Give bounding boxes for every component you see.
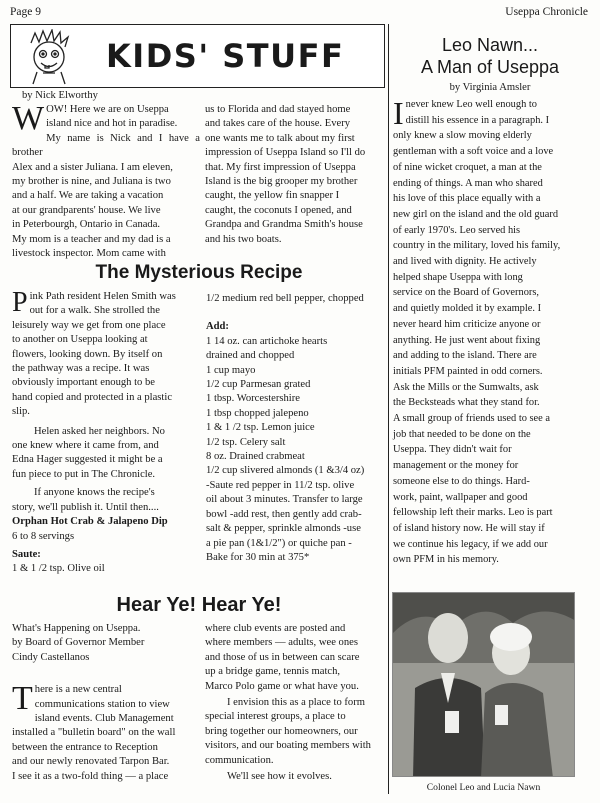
recipe-col1-line: flowers, looking down. By itself on [12, 348, 163, 360]
leo-lucia-photo [392, 592, 575, 777]
recipe-col1-line: leisurely way we get from one place [12, 319, 166, 331]
hear-ye-column-1 [12, 622, 200, 784]
recipe-instruction: bowl -add rest, then gently add crab- [206, 508, 362, 520]
leo-line: of nine wicket croquet, a man at the [393, 161, 542, 173]
recipe-para3-line: If anyone knows the recipe's [34, 487, 155, 499]
leo-line: never knew Leo well enough to [405, 99, 537, 110]
leo-line: A small group of friends used to see a [393, 413, 550, 425]
recipe-first-ingredient: 1/2 medium red bell pepper, chopped [206, 293, 364, 304]
kids-column-1 [12, 100, 200, 261]
kids-col1-line: My name is Nick and I have a brother [12, 132, 200, 159]
recipe-instruction: -Saute red pepper in 11/2 tsp. olive [206, 479, 355, 491]
kids-stuff-banner [10, 24, 385, 88]
recipe-col1-line: hand copied and protected in a plastic [12, 391, 173, 403]
hear-col1-line: between the entrance to Reception [12, 741, 158, 753]
couple-photo-illustration [393, 593, 575, 777]
recipe-saute-label: Saute: [12, 548, 41, 560]
leo-line: his love of this place equally with a [393, 193, 541, 205]
column-divider [388, 24, 389, 794]
kids-col1-line: livestock inspector. Mom came with [12, 248, 166, 260]
kids-col1-line: OW! Here we are on Useppa [46, 104, 169, 115]
leo-line: initials PFM painted in odd corners. [393, 365, 543, 377]
kids-col2-line: us to Florida and dad stayed home [205, 104, 351, 115]
hear-intro-line: Cindy Castellanos [12, 651, 90, 663]
hear-para2-line: communication. [205, 754, 274, 766]
kids-col2-line: and his two boats. [205, 233, 282, 245]
leo-article-body [393, 97, 589, 568]
kids-col1-line: Alex and a sister Juliana. I am eleven, [12, 161, 173, 173]
leo-title-line-2: A Man of Useppa [420, 57, 560, 77]
leo-line: of island history now. He will stay if [393, 522, 545, 534]
leo-title-line-1: Leo Nawn... [441, 35, 539, 55]
recipe-ingredient: 1 tbsp chopped jalepeno [206, 407, 309, 419]
recipe-para3-line: story, we'll publish it. Until then.... [12, 501, 159, 513]
leo-line: Ask the Mills or the Sumwalts, ask [393, 381, 539, 393]
kids-col2-line: that. My first impression of Useppa [205, 161, 356, 173]
hear-intro-line: What's Happening on Useppa. [12, 623, 141, 634]
kids-col1-line: My mom is a teacher and my dad is a [12, 233, 171, 245]
recipe-dish-name: Orphan Hot Crab & Jalapeno Dip [12, 516, 168, 528]
recipe-ingredient: 1 cup mayo [206, 364, 256, 376]
recipe-para2-line: fun piece to put in The Chronicle. [12, 468, 156, 480]
leo-line: someone else to do things. Hard- [393, 475, 530, 487]
recipe-dropcap: P [12, 287, 28, 318]
leo-line: the Becksteads what they stand for. [393, 397, 540, 409]
kids-column-2 [205, 103, 387, 247]
recipe-instruction: Bake for 30 min at 375* [206, 551, 310, 563]
recipe-ingredient: 1 tbsp. Worcestershire [206, 393, 300, 405]
recipe-servings: 6 to 8 servings [12, 530, 75, 542]
hear-intro-line: by Board of Governor Member [12, 637, 145, 649]
hear-col1-line: here is a new central [34, 684, 122, 696]
recipe-ingredient: 1 14 oz. can artichoke hearts [206, 335, 328, 347]
hear-para2-line: I envision this as a place to form [227, 697, 365, 709]
kids-dropcap: W [12, 100, 45, 137]
hear-col2-line: and those of us in between can scare [205, 651, 360, 663]
hear-dropcap: T [12, 680, 33, 718]
kids-col2-line: and takes care of the house. Every [205, 118, 351, 130]
kids-col2-line: impression of Useppa Island so I'll do [205, 147, 366, 159]
kids-col2-line: caught, the yellow fin snapper I [205, 190, 340, 202]
leo-line: Useppa. They didn't wait for [393, 444, 512, 456]
hear-col1-line: island events. Club Management [34, 713, 174, 725]
recipe-col1-line: the pathway was a recipe. It was [12, 363, 150, 375]
hear-col2-line: where members — adults, wee ones [205, 637, 358, 649]
recipe-ingredient: 1/2 cup Parmesan grated [206, 379, 311, 391]
kids-col2-line: caught, the coconuts I opened, and [205, 204, 352, 216]
recipe-ingredient: 1 & 1 /2 tsp. Lemon juice [206, 422, 315, 434]
kids-col2-line: Grandpa and Grandma Smith's house [205, 219, 363, 231]
leo-line: distill his essence in a paragraph. I [405, 114, 550, 126]
kids-col1-line: in Peterbourgh, Ontario in Canada. [12, 219, 161, 231]
hear-col1-line: and our newly renovated Tarpon Bar. [12, 756, 170, 768]
leo-line: and adding to the island. There are [393, 350, 537, 362]
recipe-para-2 [12, 425, 200, 483]
hear-col2-line: where club events are posted and [205, 623, 346, 634]
leo-line: and quietly molded it by example. I [393, 303, 542, 315]
page-number: Page 9 [10, 6, 41, 18]
kids-byline: by Nick Elworthy [22, 90, 98, 101]
hear-col1-line: I see it as a two-fold thing — a place [12, 770, 169, 782]
recipe-para2-line: Helen asked her neighbors. No [34, 425, 165, 437]
recipe-instruction: salt & pepper, sprinkle almonds -use [206, 523, 361, 535]
leo-line: ending of things. A man who shared [393, 177, 543, 189]
hear-para3: We'll see how it evolves. [227, 771, 332, 783]
recipe-saute-item: 1 & 1 /2 tsp. Olive oil [12, 563, 105, 575]
recipe-column-1 [12, 287, 200, 577]
hear-ye-title: Hear Ye! Hear Ye! [116, 594, 282, 616]
recipe-para2-line: one knew where it came from, and [12, 440, 159, 452]
kid-doodle-icon [23, 29, 75, 85]
recipe-instruction: 1/2 cup slivered almonds (1 &3/4 oz) [206, 465, 365, 477]
photo-caption: Colonel Leo and Lucia Nawn [426, 782, 541, 793]
recipe-col1-line: obviously important enough to be [12, 377, 156, 389]
leo-line: helped shape Useppa with long [393, 271, 523, 283]
page-header [10, 6, 588, 22]
recipe-para-3 [12, 486, 200, 515]
hear-col2-line: Marco Polo game or what have you. [205, 680, 359, 692]
recipe-instruction: a pie pan (1&1/2") or quiche pan - [206, 537, 352, 549]
recipe-column-2 [206, 292, 388, 565]
recipe-para2-line: Edna Hager suggested it might be a [12, 454, 163, 466]
leo-line: service on the Board of Governors, [393, 287, 540, 299]
leo-line: anything. He just went about fixing [393, 334, 541, 346]
kids-col2-line: one wants me to talk about my first [205, 132, 355, 144]
kids-col2-line: Island is the big grooper my brother [205, 176, 358, 188]
leo-line: never heard him criticize anyone or [393, 318, 541, 330]
recipe-ingredient: 8 oz. Drained crabmeat [206, 451, 305, 463]
recipe-col1-line: to another on Useppa looking at [12, 334, 148, 346]
hear-para2-line: special interest groups, a place to [205, 711, 346, 723]
leo-line: new girl on the island and the old guard [393, 208, 559, 220]
leo-line: we continue his legacy, if we add our [393, 538, 548, 550]
leo-byline: by Virginia Amsler [449, 82, 531, 93]
leo-line: only knew a slow moving elderly [393, 130, 532, 142]
recipe-ingredient: 1/2 tsp. Celery salt [206, 436, 286, 448]
leo-line: work, paint, wallpaper and good [393, 491, 528, 503]
leo-line: country in the military, loved his family, [393, 240, 561, 252]
recipe-col1-line: out for a walk. She strolled the [29, 305, 160, 317]
recipe-ingredient: drained and chopped [206, 350, 295, 362]
kids-col1-line: at our grandparents' house. We live [12, 204, 161, 216]
leo-line: gentleman with a soft voice and a love [393, 146, 554, 158]
leo-line: job that needed to be done on the [393, 428, 531, 440]
kids-col1-line: and a half. We are taking a vacation [12, 190, 164, 202]
hear-col1-line: installed a "bulletin board" on the wall [12, 727, 176, 739]
kids-col1-line: my brother is nine, and Juliana is two [12, 176, 171, 188]
leo-dropcap: I [393, 95, 404, 131]
hear-ye-column-2 [205, 622, 387, 784]
leo-line: own PFM in his memory. [393, 554, 499, 566]
kids-col1-line: island nice and hot in paradise. [46, 118, 178, 130]
recipe-add-label: Add: [206, 321, 229, 333]
hear-col2-line: up a bridge game, tennis match, [205, 666, 341, 678]
publication-name: Useppa Chronicle [505, 6, 588, 18]
hear-para2-line: bring together our homeowners, our [205, 725, 358, 737]
hear-col1-line: communications station to view [34, 698, 170, 710]
leo-line: of early 1970's. Leo served his [393, 224, 521, 236]
recipe-col1-line: ink Path resident Helen Smith was [29, 291, 176, 302]
leo-line: fellowship left their marks. Leo is part [393, 507, 553, 519]
kids-stuff-title: KIDS' STUFF [106, 37, 345, 75]
recipe-title: The Mysterious Recipe [95, 262, 303, 283]
leo-line: and lived with dignity. He actively [393, 256, 537, 268]
recipe-col1-line: slip. [12, 406, 30, 418]
hear-para2-line: visitors, and our boating members with [205, 740, 371, 752]
leo-line: management or the money for [393, 460, 519, 472]
recipe-instruction: oil about 3 minutes. Transfer to large [206, 494, 363, 506]
